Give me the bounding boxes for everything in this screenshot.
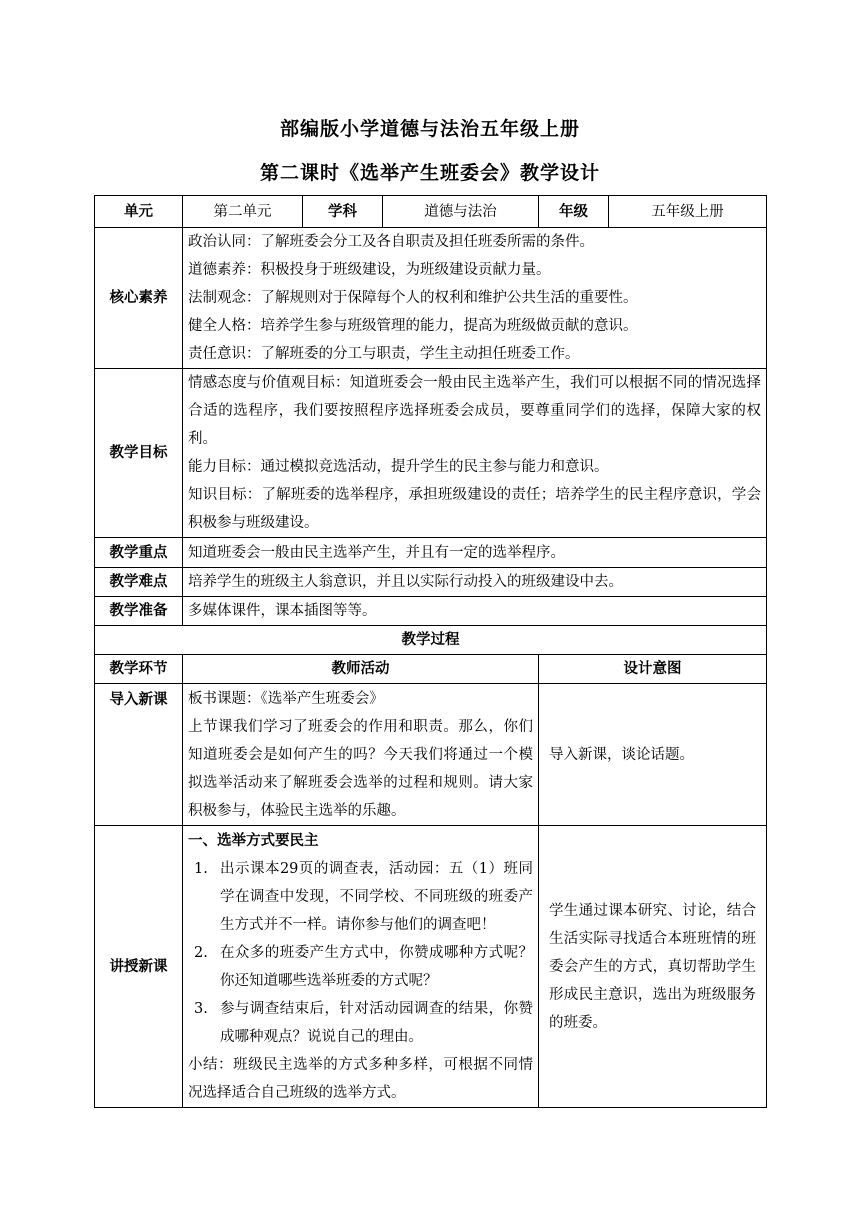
grade-value: 五年级上册 — [609, 196, 767, 228]
process-columns-row — [95, 655, 767, 684]
list-item-text: 在众多的班委产生方式中，你赞成哪种方式呢？你还知道哪些选举班委的方式呢？ — [220, 945, 533, 989]
core-label: 核心素养 — [95, 228, 183, 369]
col-teacher: 教师活动 — [183, 655, 539, 684]
teach-intent: 学生通过课本研究、讨论，结合生活实际寻找适合本班班情的班委会产生的方式，真切帮助学生形成民主意识，选出为班级服务的班委。 — [539, 826, 767, 1108]
core-line: 道德素养：积极投身于班级建设，为班级建设贡献力量。 — [188, 262, 551, 278]
intro-row — [95, 684, 767, 826]
difficulty-text: 培养学生的班级主人翁意识，并且以实际行动投入的班级建设中去。 — [183, 568, 767, 597]
focus-row — [95, 538, 767, 568]
prep-text: 多媒体课件，课本插图等等。 — [183, 597, 767, 626]
list-item — [188, 939, 533, 995]
goal-line: 情感态度与价值观目标：知道班委会一般由民主选举产生，我们可以根据不同的情况选择合适的选程序，我们要按照程序选择班委会成员，要尊重同学们的选择，保障大家的权利。 — [188, 375, 761, 447]
page-title: 部编版小学道德与法治五年级上册 — [279, 118, 580, 140]
process-header: 教学过程 — [95, 626, 767, 655]
page-subtitle: 第二课时《选举产生班委会》教学设计 — [259, 162, 600, 184]
unit-label: 单元 — [95, 196, 183, 228]
prep-row — [95, 597, 767, 626]
lesson-plan-table — [94, 195, 767, 1108]
teach-list — [188, 855, 533, 1051]
process-header-row — [95, 626, 767, 655]
teach-teacher — [183, 826, 539, 1108]
goal-line: 能力目标：通过模拟竞选活动，提升学生的民主参与能力和意识。 — [188, 459, 609, 475]
teach-stage: 讲授新课 — [95, 826, 183, 1108]
focus-label: 教学重点 — [95, 538, 183, 568]
goals-label: 教学目标 — [95, 369, 183, 538]
core-line: 健全人格：培养学生参与班级管理的能力，提高为班级做贡献的意识。 — [188, 318, 638, 334]
list-item-number: 1. — [194, 861, 208, 877]
core-content — [183, 228, 767, 369]
teach-heading: 一、选举方式要民主 — [188, 833, 319, 849]
info-row — [95, 196, 767, 228]
intro-intent: 导入新课，谈论话题。 — [539, 684, 767, 826]
list-item-text: 出示课本29页的调查表，活动园：五（1）班同学在调查中发现，不同学校、不同班级的班委产生方式并不一样。请你参与他们的调查吧！ — [220, 861, 533, 933]
core-line: 责任意识：了解班委的分工与职责，学生主动担任班委工作。 — [188, 346, 580, 362]
list-item-number: 3. — [194, 1001, 208, 1017]
teach-summary: 小结：班级民主选举的方式多种多样，可根据不同情况选择适合自己班级的选举方式。 — [188, 1057, 533, 1101]
col-intent: 设计意图 — [539, 655, 767, 684]
col-stage: 教学环节 — [95, 655, 183, 684]
intro-line: 板书课题：《选举产生班委会》 — [188, 691, 384, 707]
subject-label: 学科 — [303, 196, 383, 228]
core-line: 政治认同：了解班委会分工及各自职责及担任班委所需的条件。 — [188, 234, 594, 250]
difficulty-row — [95, 568, 767, 597]
intro-line: 上节课我们学习了班委会的作用和职责。那么，你们知道班委会是如何产生的吗？今天我们将通过一个模拟选举活动来了解班委会选举的过程和规则。请大家积极参与，体验民主选举的乐趣。 — [188, 719, 533, 819]
goals-row — [95, 369, 767, 538]
list-item — [188, 995, 533, 1051]
goal-line: 知识目标：了解班委的选举程序，承担班级建设的责任；培养学生的民主程序意识，学会积极参与班级建设。 — [188, 487, 761, 531]
list-item-text: 参与调查结束后，针对活动园调查的结果，你赞成哪种观点？说说自己的理由。 — [220, 1001, 533, 1045]
subject-value: 道德与法治 — [383, 196, 539, 228]
core-row — [95, 228, 767, 369]
difficulty-label: 教学难点 — [95, 568, 183, 597]
intro-teacher — [183, 684, 539, 826]
prep-label: 教学准备 — [95, 597, 183, 626]
unit-value: 第二单元 — [183, 196, 303, 228]
intro-stage: 导入新课 — [95, 684, 183, 826]
list-item-number: 2. — [194, 945, 208, 961]
list-item — [188, 855, 533, 939]
core-line: 法制观念：了解规则对于保障每个人的权利和维护公共生活的重要性。 — [188, 290, 638, 306]
grade-label: 年级 — [539, 196, 609, 228]
focus-text: 知道班委会一般由民主选举产生，并且有一定的选举程序。 — [183, 538, 767, 568]
goals-content — [183, 369, 767, 538]
teach-row — [95, 826, 767, 1108]
